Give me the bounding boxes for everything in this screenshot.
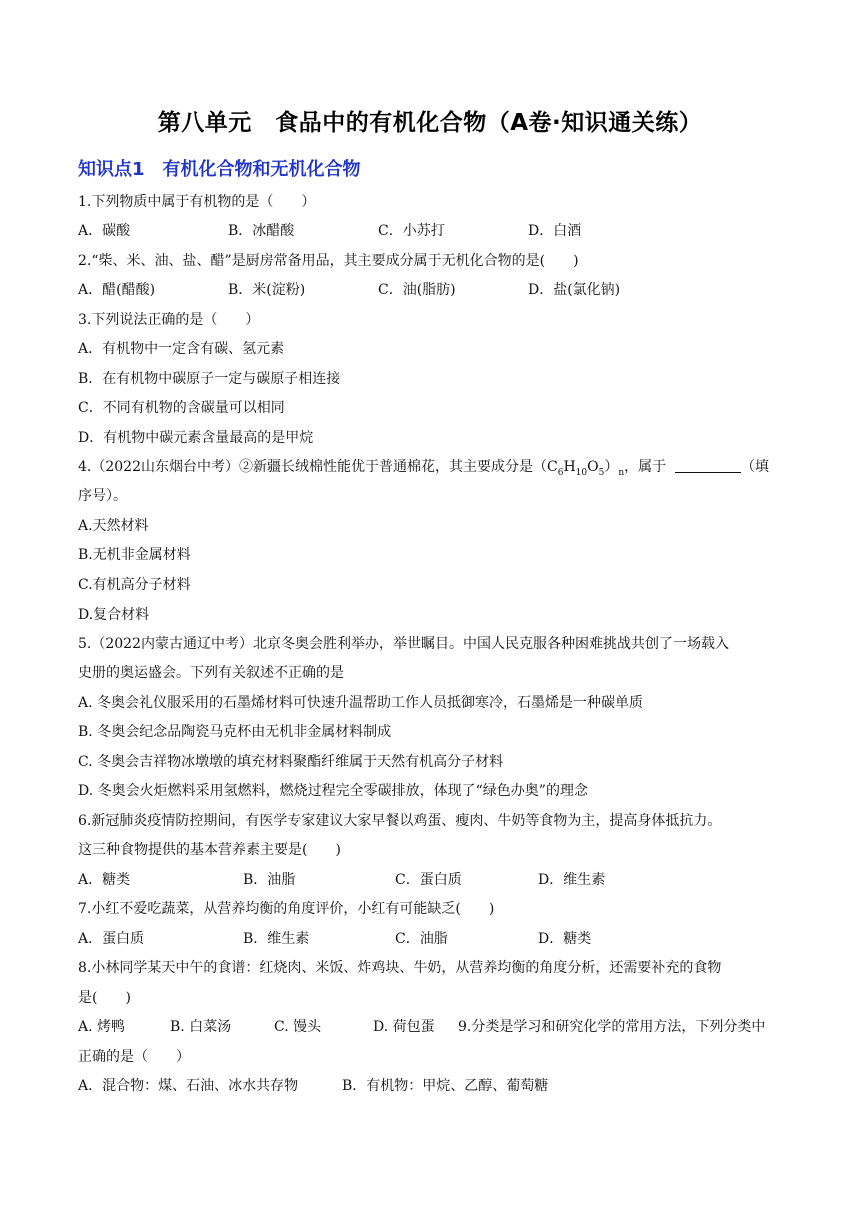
- question-8-stem-line2: 是( ): [78, 990, 131, 1006]
- q1-option-a: A．碳酸: [78, 223, 131, 239]
- question-7-stem: 7.小红不爱吃蔬菜，从营养均衡的角度评价，小红有可能缺乏( ): [78, 901, 495, 917]
- q3-option-c: C．不同有机物的含碳量可以相同: [78, 400, 285, 416]
- q4-stem-start: 4.（2022山东烟台中考）②新疆长绒棉性能优于普通棉花，其主要成分是（C: [78, 459, 558, 475]
- q4-option-b: B.无机非金属材料: [78, 547, 191, 563]
- q4-formula-sub-h: 10: [575, 467, 588, 478]
- q4-formula-sub-n: n: [618, 467, 625, 478]
- q3-option-b: B．在有机物中碳原子一定与碳原子相连接: [78, 371, 341, 387]
- q4-formula-o: O: [587, 459, 599, 475]
- q4-option-c: C.有机高分子材料: [78, 577, 191, 593]
- q4-formula-close: ）: [604, 459, 619, 475]
- question-1-stem: 1.下列物质中属于有机物的是（ ）: [78, 194, 316, 210]
- question-9-stem: 9.分类是学习和研究化学的常用方法，下列分类中: [458, 1019, 766, 1035]
- q2-option-b: B．米(淀粉): [228, 282, 306, 298]
- q1-option-d: D．白酒: [528, 223, 582, 239]
- q1-option-b: B．冰醋酸: [228, 223, 295, 239]
- q8-option-b: B. 白菜汤: [170, 1019, 232, 1035]
- q5-option-c: C. 冬奥会吉祥物冰墩墩的填充材料聚酯纤维属于天然有机高分子材料: [78, 754, 504, 770]
- q6-option-a: A．糖类: [78, 872, 131, 888]
- q3-option-a: A．有机物中一定含有碳、氢元素: [78, 341, 285, 357]
- q4-formula-sub-o: 5: [598, 467, 605, 478]
- q8-option-a: A. 烤鸭: [78, 1019, 126, 1035]
- q1-option-c: C．小苏打: [378, 223, 445, 239]
- q4-stem-mid: ，属于: [624, 459, 667, 475]
- q2-option-a: A．醋(醋酸): [78, 282, 156, 298]
- q7-option-a: A．蛋白质: [78, 931, 145, 947]
- q6-option-c: C．蛋白质: [395, 872, 462, 888]
- q4-formula-sub-c: 6: [557, 467, 564, 478]
- q8-option-d: D. 荷包蛋: [373, 1019, 435, 1035]
- q4-answer-blank[interactable]: [675, 458, 741, 473]
- q2-option-c: C．油(脂肪): [378, 282, 456, 298]
- q5-option-d: D. 冬奥会火炬燃料采用氢燃料，燃烧过程完全零碳排放，体现了“绿色办奥”的理念: [78, 783, 588, 799]
- question-5-stem-line2: 史册的奥运盛会。下列有关叙述不正确的是: [78, 665, 344, 681]
- page-title: 第八单元 食品中的有机化合物（A卷·知识通关练）: [157, 110, 703, 136]
- question-3-stem: 3.下列说法正确的是（ ）: [78, 312, 260, 328]
- question-4-stem-line2: 序号）。: [78, 488, 127, 504]
- q7-option-d: D．糖类: [538, 931, 592, 947]
- section-heading: 知识点1 有机化合物和无机化合物: [78, 159, 361, 180]
- q2-option-d: D．盐(氯化钠): [528, 282, 621, 298]
- q6-option-b: B．油脂: [243, 872, 296, 888]
- q9-option-a: A．混合物：煤、石油、冰水共存物: [78, 1078, 299, 1094]
- q4-option-a: A.天然材料: [78, 518, 149, 534]
- question-8-stem: 8.小林同学某天中午的食谱：红烧肉、米饭、炸鸡块、牛奶，从营养均衡的角度分析，还需要补充的食物: [78, 960, 722, 976]
- question-6-stem: 6.新冠肺炎疫情防控期间，有医学专家建议大家早餐以鸡蛋、瘦肉、牛奶等食物为主，提高身体抵抗力。: [78, 813, 722, 829]
- q7-option-b: B．维生素: [243, 931, 310, 947]
- question-6-stem-line2: 这三种食物提供的基本营养素主要是( ): [78, 842, 341, 858]
- q8-option-c: C. 馒头: [274, 1019, 322, 1035]
- q4-stem-end: （填: [741, 459, 770, 475]
- question-2-stem: 2.“柴、米、油、盐、醋”是厨房常备用品，其主要成分属于无机化合物的是( ): [78, 253, 579, 269]
- q4-formula-h: H: [563, 459, 576, 475]
- question-9-stem-line2: 正确的是（ ）: [78, 1049, 190, 1065]
- question-4-stem: [78, 457, 769, 483]
- q3-option-d: D．有机物中碳元素含量最高的是甲烷: [78, 430, 314, 446]
- q6-option-d: D．维生素: [538, 872, 606, 888]
- q9-option-b: B．有机物：甲烷、乙醇、葡萄糖: [342, 1078, 549, 1094]
- question-5-stem: 5.（2022内蒙古通辽中考）北京冬奥会胜利举办，举世瞩目。中国人民克服各种困难挑战共创了一场载入: [78, 636, 729, 652]
- q5-option-a: A. 冬奥会礼仪服采用的石墨烯材料可快速升温帮助工作人员抵御寒冷，石墨烯是一种碳单质: [78, 695, 644, 711]
- q5-option-b: B. 冬奥会纪念品陶瓷马克杯由无机非金属材料制成: [78, 724, 392, 740]
- q7-option-c: C．油脂: [395, 931, 448, 947]
- q4-option-d: D.复合材料: [78, 607, 150, 623]
